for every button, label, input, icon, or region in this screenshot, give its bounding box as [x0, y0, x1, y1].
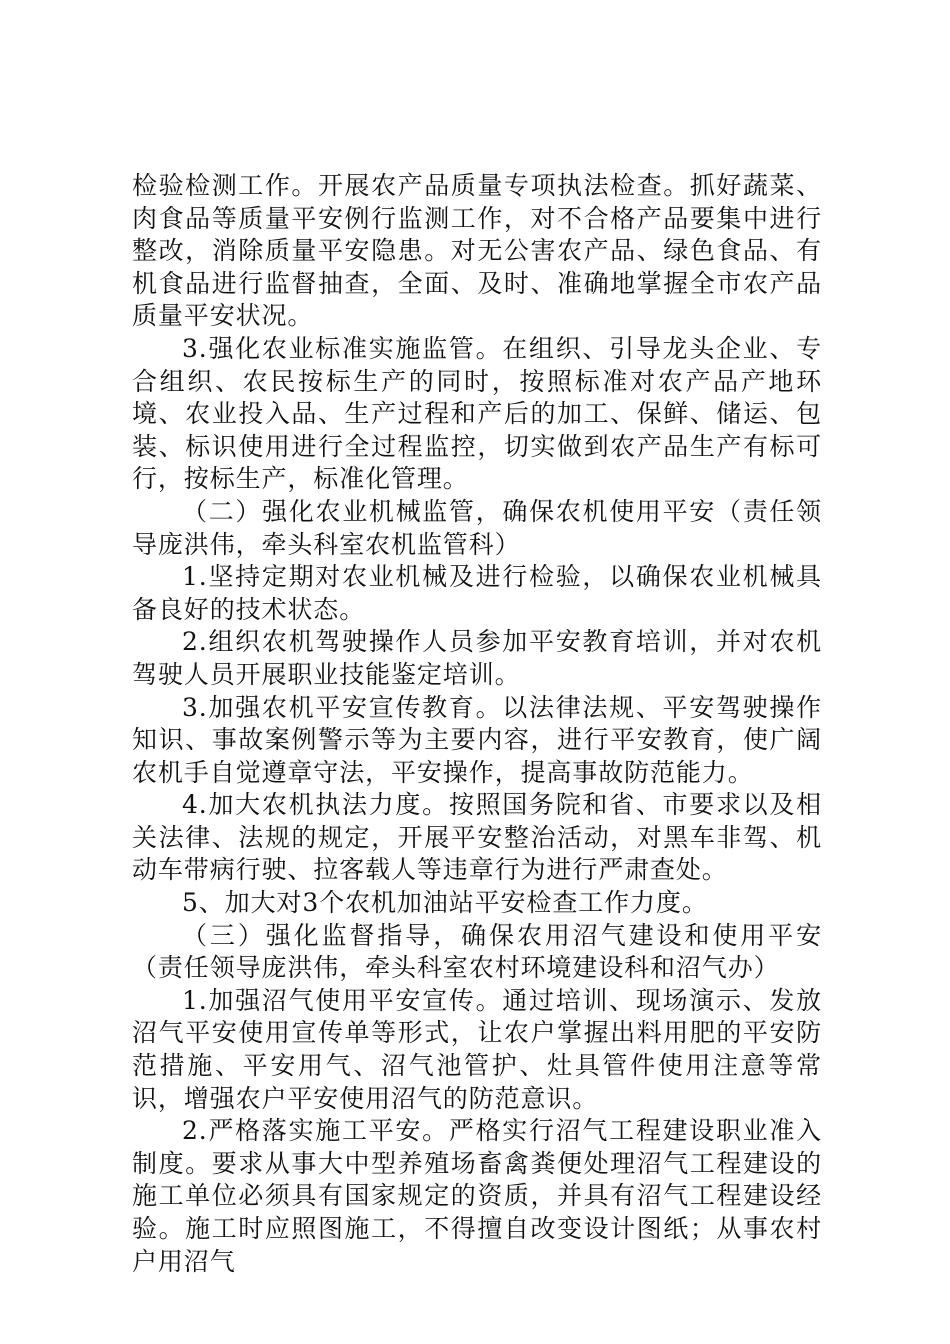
section-heading-2: （二）强化农业机械监管，确保农机使用平安（责任领导庞洪伟，牵头科室农机监管科） — [132, 496, 822, 559]
document-page — [132, 170, 822, 1278]
section-heading-3: （三）强化监督指导，确保农用沼气建设和使用平安（责任领导庞洪伟，牵头科室农村环境建设科和沼气办） — [132, 920, 822, 983]
paragraph-item-5-fuel-stations: 5、加大对3个农机加油站平安检查工作力度。 — [182, 888, 708, 918]
paragraph-item-3-standards: 3.强化农业标准实施监管。在组织、引导龙头企业、专合组织、农民按标生产的同时，按照标准对农产品产地环境、农业投入品、生产过程和产后的加工、保鲜、储运、包装、标识使用进行全过程监控，切实做到农产品生产有标可行，按标生产，标准化管理。 — [132, 333, 822, 494]
paragraph-item-3-publicity: 3.加强农机平安宣传教育。以法律法规、平安驾驶操作知识、事故案例警示等为主要内容，进行平安教育，使广阔农机手自觉遵章守法，平安操作，提高事故防范能力。 — [132, 692, 822, 787]
paragraph-item-1-biogas-safety: 1.加强沼气使用平安宣传。通过培训、现场演示、发放沼气平安使用宣传单等形式，让农户掌握出料用肥的平安防范措施、平安用气、沼气池管护、灶具管件使用注意等常识，增强农户平安使用沼气的防范意识。 — [132, 985, 822, 1113]
paragraph-continuation: 检验检测工作。开展农产品质量专项执法检查。抓好蔬菜、肉食品等质量平安例行监测工作，对不合格产品要集中进行整改，消除质量平安隐患。对无公害农产品、绿色食品、有机食品进行监督抽查，全面、及时、准确地掌握全市农产品质量平安状况。 — [132, 171, 822, 331]
paragraph-item-2-training: 2.组织农机驾驶操作人员参加平安教育培训，并对农机驾驶人员开展职业技能鉴定培训。 — [132, 627, 822, 689]
paragraph-item-2-construction: 2.严格落实施工平安。严格实行沼气工程建设职业准入制度。要求从事大中型养殖场畜禽粪便处理沼气工程建设的施工单位必须具有国家规定的资质，并具有沼气工程建设经验。施工时应照图施工，不得擅自改变设计图纸；从事农村户用沼气 — [132, 1116, 822, 1276]
paragraph-item-4-enforcement: 4.加大农机执法力度。按照国务院和省、市要求以及相关法律、法规的规定，开展平安整治活动，对黑车非驾、机动车带病行驶、拉客载人等违章行为进行严肃查处。 — [132, 790, 822, 885]
paragraph-item-1-inspection: 1.坚持定期对农业机械及进行检验，以确保农业机械具备良好的技术状态。 — [132, 562, 822, 624]
